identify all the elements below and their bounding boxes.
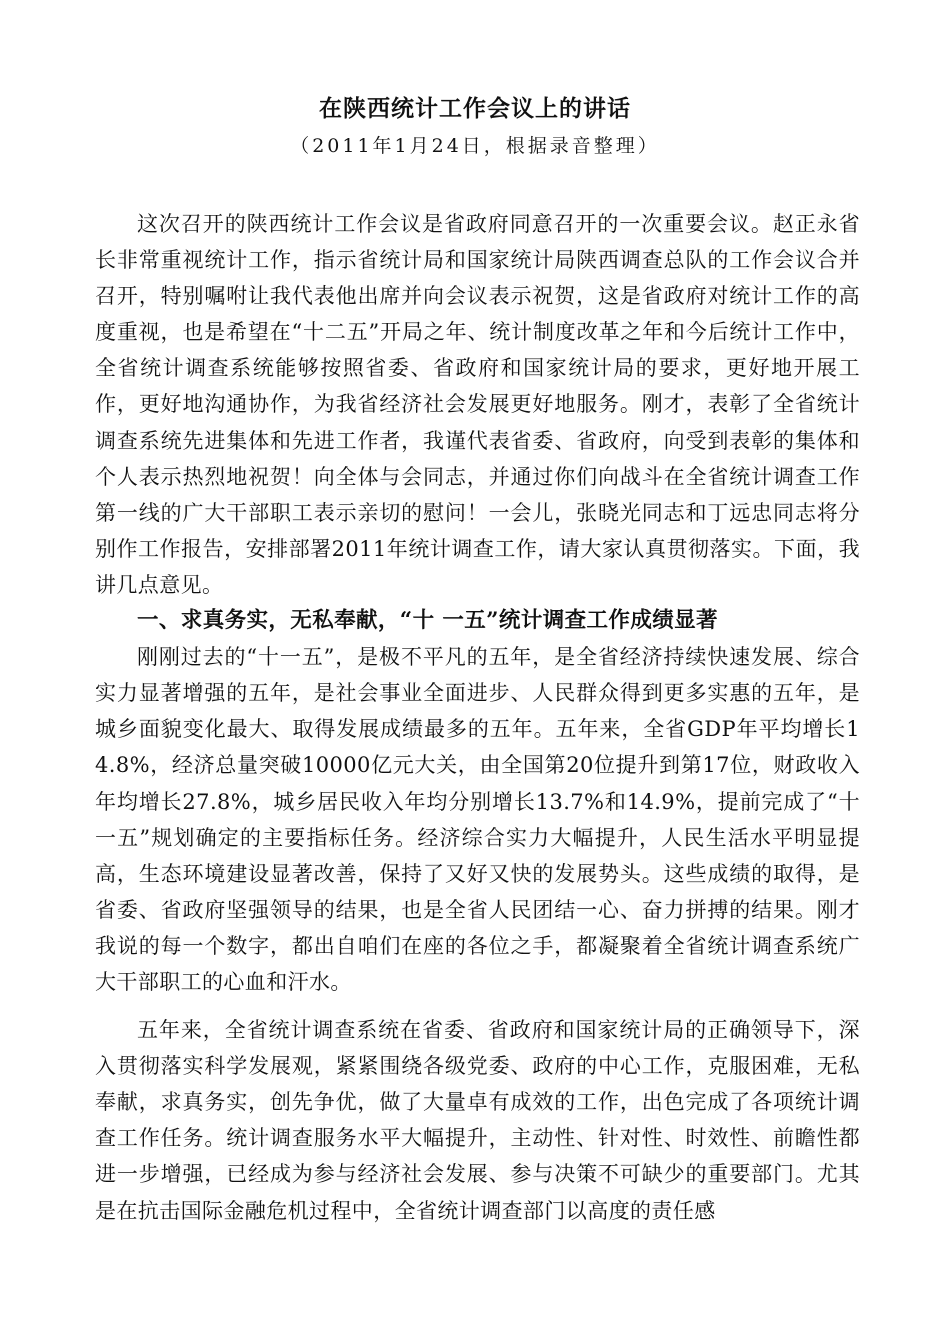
document-subtitle: （2011年1月24日，根据录音整理） xyxy=(290,135,660,157)
paragraph-five-years: 五年来，全省统计调查系统在省委、省政府和国家统计局的正确领导下，深入贯彻落实科学发展观，紧紧围绕各级党委、政府的中心工作，克服困难，无私奉献，求真务实，创先争优，做了大量卓有成效的工作，出色完成了各项统计调查工作任务。统计调查服务水平大幅提升，主动性、针对性、时效性、前瞻性都进一步增强，已经成为参与经济社会发展、参与决策不可缺少的重要部门。尤其是在抗击国际金融危机过程中，全省统计调查部门以高度的责任感 xyxy=(95,1018,860,1223)
paragraph-gap xyxy=(95,1000,860,1012)
document-title: 在陕西统计工作会议上的讲话 xyxy=(319,95,631,122)
paragraph-opening: 这次召开的陕西统计工作会议是省政府同意召开的一次重要会议。赵正永省长非常重视统计工作，指示省统计局和国家统计局陕西调查总队的工作会议合并召开，特别嘱咐让我代表他出席并向会议表示祝贺，这是省政府对统计工作的高度重视，也是希望在“十二五”开局之年、统计制度改革之年和今后统计工作中，全省统计调查系统能够按照省委、省政府和国家统计局的要求，更好地开展工作，更好地沟通协作，为我省经济社会发展更好地服务。刚才，表彰了全省统计调查系统先进集体和先进工作者，我谨代表省委、省政府，向受到表彰的集体和个人表示热烈地祝贺！向全体与会同志，并通过你们向战斗在全省统计调查工作第一线的广大干部职工表示亲切的慰问！一会儿，张晓光同志和丁远忠同志将分别作工作报告，安排部署2011年统计调查工作，请大家认真贯彻落实。下面，我讲几点意见。 xyxy=(95,212,860,597)
paragraph-achievements: 刚刚过去的“十一五”，是极不平凡的五年，是全省经济持续快速发展、综合实力显著增强的五年，是社会事业全面进步、人民群众得到更多实惠的五年，是城乡面貌变化最大、取得发展成绩最多的五年。五年来，全省GDP年平均增长14.8%，经济总量突破10000亿元大关，由全国第20位提升到第17位，财政收入年均增长27.8%，城乡居民收入年均分别增长13.7%和14.9%，提前完成了“十一五”规划确定的主要指标任务。经济综合实力大幅提升，人民生活水平明显提高，生态环境建设显著改善，保持了又好又快的发展势头。这些成绩的取得，是省委、省政府坚强领导的结果，也是全省人民团结一心、奋力拼搏的结果。刚才我说的每一个数字，都出自咱们在座的各位之手，都凝聚着全省统计调查系统广大干部职工的心血和汗水。 xyxy=(95,645,860,994)
section-heading-1: 一、求真务实，无私奉献，“十 一五”统计调查工作成绩显著 xyxy=(137,608,718,634)
document-body xyxy=(95,206,860,1229)
